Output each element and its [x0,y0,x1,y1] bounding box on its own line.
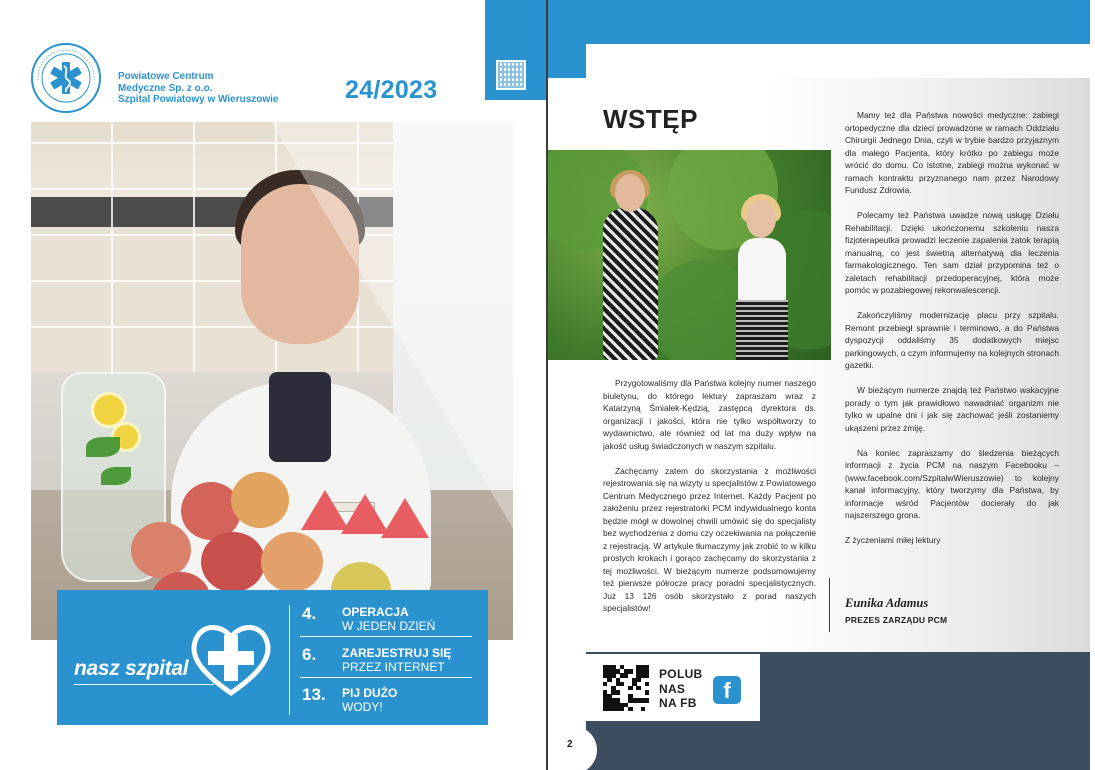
facebook-promo-text [659,667,703,711]
page-title: WSTĘP [603,104,698,134]
paragraph: W bieżącym numerze znajdą też Państwo wakacyjne porady o tym jak prawidłowo nawadniać organizm nie tylko w upalne dni i jak się zachować jeśli zostaniemy ukąszeni przez żmiję. [845,385,1059,433]
paragraph: Zakończyliśmy modernizację placu przy szpitalu. Remont przebiegł sprawnie i terminowo, a do Państwa dyspozycji oddaliśmy 35 dodatkowych miejsc parkingowych, o czym informujemy na kolejnych stronach gazetki. [845,310,1059,370]
cover-page [0,0,546,770]
intro-column-left [603,377,816,627]
signature-rule [829,578,830,632]
toc-page-number: 4. [302,604,317,623]
intro-column-right [845,109,1059,559]
issue-number: 24/2023 [345,76,438,104]
toc-item[interactable] [302,685,472,715]
toc-item[interactable] [302,604,472,634]
cover-photo-nurse [31,122,513,640]
fb-line: NA FB [659,696,697,710]
paragraph: Polecamy też Państwa uwadze nową usługę Działu Rehabilitacji. Dzięki ukończonemu szkoleniu nasza fizjoterapeutka prowadzi leczenie zapalenia zatok terapią manualną, co jest świetną alternatywą dla leczenia farmakologicznego. Ten sam dział przypomina też o zaletach rehabilitacji przedoperacyjnej, która może pomóc w pozabiegowej rekonwalescencji. [845,210,1059,295]
toc-title: ZAREJESTRUJ SIĘ [342,646,452,660]
fb-line: POLUB [659,667,703,681]
intro-page [548,0,1095,770]
paragraph: Mamy też dla Państwa nowości medyczne: zabiegi ortopedyczne dla dzieci prowadzone w ramach Oddziału Chirurgii Jednego Dnia, czyli w trybie bardzo przyjaznym dla małego Pacjenta, który krótko po zabiegu może wrócić do domu. Co istotne, zabiegi można wykonać w ramach kontraktu przyznanego nam przez Narodowy Fundusz Zdrowia. [845,110,1059,195]
signature: Eunika Adamus [845,596,929,610]
hospital-logo [30,42,102,114]
toc-title: OPERACJA [342,605,409,619]
paragraph: Przygotowaliśmy dla Państwa kolejny numer naszego biuletynu, do którego lektury zapraszam wraz z Katarzyną Śmiałek-Kędzią, zastępcą dyrektora ds. organizacji i jakości, która nie tylko współtworzy to wydawnictwo, ale również od lat ma duży wpływ na jakość usług świadczonych w naszym szpitalu. [603,378,816,451]
toc-item[interactable] [302,645,472,675]
photo-two-women [548,150,831,360]
toc-title: PIJ DUŻO [342,686,398,700]
paragraph: Zachęcamy zatem do skorzystania z możliwości rejestrowania się na wizyty u specjalistów z Powiatowego Centrum Medycznego przez Internet. Każdy Pacjent po założeniu przez rejestratorki PCM indywidualnego konta będzie mógł w dowolnej chwili umówić się do specjalisty bez wychodzenia z domu czy oczekiwania na połączenie z rejestracją. W artykule tłumaczymy jak zrobić to w kilku prostych krokach i gorąco zachęcamy do skorzystania z tej możliwości. W bieżącym numerze podsumowujemy też pierwsze półrocze pracy poradni specjalistycznych. Już 13 126 osób skorzystało z porad naszych specjalistów! [603,465,816,613]
qr-code-icon [496,60,526,90]
paragraph: Na koniec zapraszamy do śledzenia bieżących informacji z życia PCM na naszym Facebooku – (www.facebook.com/SzpitalwWieruszowie) to kolejny kanał informacyjny, który tworzymy dla Państwa, by informacje wśród Pacjentów docierały do jak najszerszego grona. [845,447,1059,520]
header-white-strip [586,44,1090,78]
qr-code-icon[interactable] [603,665,649,711]
contents-divider [289,605,290,715]
org-name-line: Powiatowe Centrum [118,71,214,82]
org-name-line: Medyczne Sp. z o.o. [118,82,213,94]
page-number: 2 [567,739,573,750]
toc-subtitle: PRZEZ INTERNET [342,660,445,674]
fb-line: NAS [659,681,686,696]
brand-name: nasz szpital [74,657,189,680]
page-number-circle [548,720,598,770]
heart-cross-icon [186,617,276,697]
organization-name [118,71,298,106]
greeting: Z życzeniami miłej lektury [845,535,941,545]
toc-subtitle: WODY! [342,700,383,714]
toc-page-number: 13. [302,685,326,704]
signer-title: PREZES ZARZĄDU PCM [845,615,948,625]
toc-separator [300,677,472,678]
toc-page-number: 6. [302,645,317,664]
toc-separator [300,636,472,637]
toc-subtitle: W JEDEN DZIEŃ [342,619,436,633]
facebook-icon[interactable]: f [713,676,741,704]
org-name-line: Szpital Powiatowy w Wieruszowie [118,94,279,105]
